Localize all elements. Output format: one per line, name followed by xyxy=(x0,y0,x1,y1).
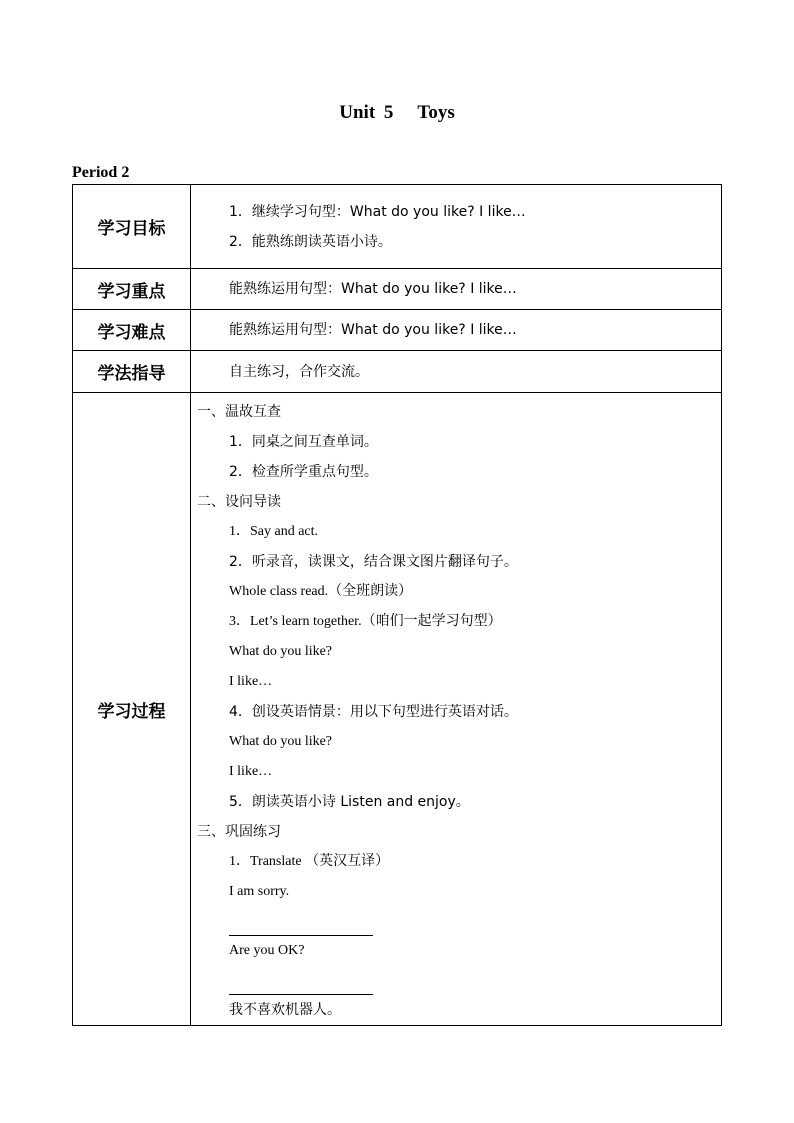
translate-question: Are you OK? xyxy=(229,943,305,958)
method-label: 学法指导 xyxy=(73,351,191,393)
title-topic: Toys xyxy=(417,102,455,123)
section-heading: 一、温故互查 xyxy=(197,404,281,420)
translate-question: 我不喜欢机器人。 xyxy=(229,1002,341,1018)
translate-question: I am sorry. xyxy=(229,884,290,899)
key-points-label: 学习重点 xyxy=(73,269,191,310)
list-item: What do you like? xyxy=(229,644,333,659)
list-item: Whole class read.（全班朗读） xyxy=(229,584,413,599)
goals-label: 学习目标 xyxy=(73,185,191,269)
difficulties-label: 学习难点 xyxy=(73,310,191,351)
document-title xyxy=(0,102,794,124)
goal-item: 1．继续学习句型：What do you like? I like… xyxy=(229,203,526,220)
table-row-key-points xyxy=(73,269,722,310)
list-item: What do you like? xyxy=(229,734,333,749)
list-item: 3．Let’s learn together.（咱们一起学习句型） xyxy=(229,614,502,629)
table-row-process xyxy=(73,393,722,1026)
method-text: 自主练习，合作交流。 xyxy=(229,363,369,380)
lesson-plan-table xyxy=(72,184,722,1026)
answer-blank-line xyxy=(229,907,373,936)
table-row-difficulties xyxy=(73,310,722,351)
list-item: 4．创设英语情景：用以下句型进行英语对话。 xyxy=(229,704,518,720)
difficulties-text: 能熟练运用句型：What do you like? I like… xyxy=(229,322,517,338)
process-label: 学习过程 xyxy=(73,393,191,1026)
goals-content xyxy=(191,185,722,269)
list-item: 2．检查所学重点句型。 xyxy=(229,464,378,480)
goal-item: 2．能熟练朗读英语小诗。 xyxy=(229,233,392,250)
list-item: 1．Translate （英汉互译） xyxy=(229,854,390,869)
list-item: 2．听录音，读课文，结合课文图片翻译句子。 xyxy=(229,554,518,570)
table-row-goals xyxy=(73,185,722,269)
list-item: I like… xyxy=(229,674,273,689)
table-row-method xyxy=(73,351,722,393)
process-content xyxy=(191,393,722,1026)
list-item: I like… xyxy=(229,764,273,779)
section-heading: 三、巩固练习 xyxy=(197,824,281,840)
list-item: 5．朗读英语小诗 Listen and enjoy。 xyxy=(229,794,470,810)
list-item: 1．Say and act. xyxy=(229,524,319,539)
answer-blank-line xyxy=(229,966,373,995)
period-label: Period 2 xyxy=(72,164,130,181)
title-unit: Unit 5 xyxy=(339,102,394,123)
section-heading: 二、设问导读 xyxy=(197,494,281,510)
key-points-text: 能熟练运用句型：What do you like? I like… xyxy=(229,281,517,297)
list-item: 1．同桌之间互查单词。 xyxy=(229,434,378,450)
